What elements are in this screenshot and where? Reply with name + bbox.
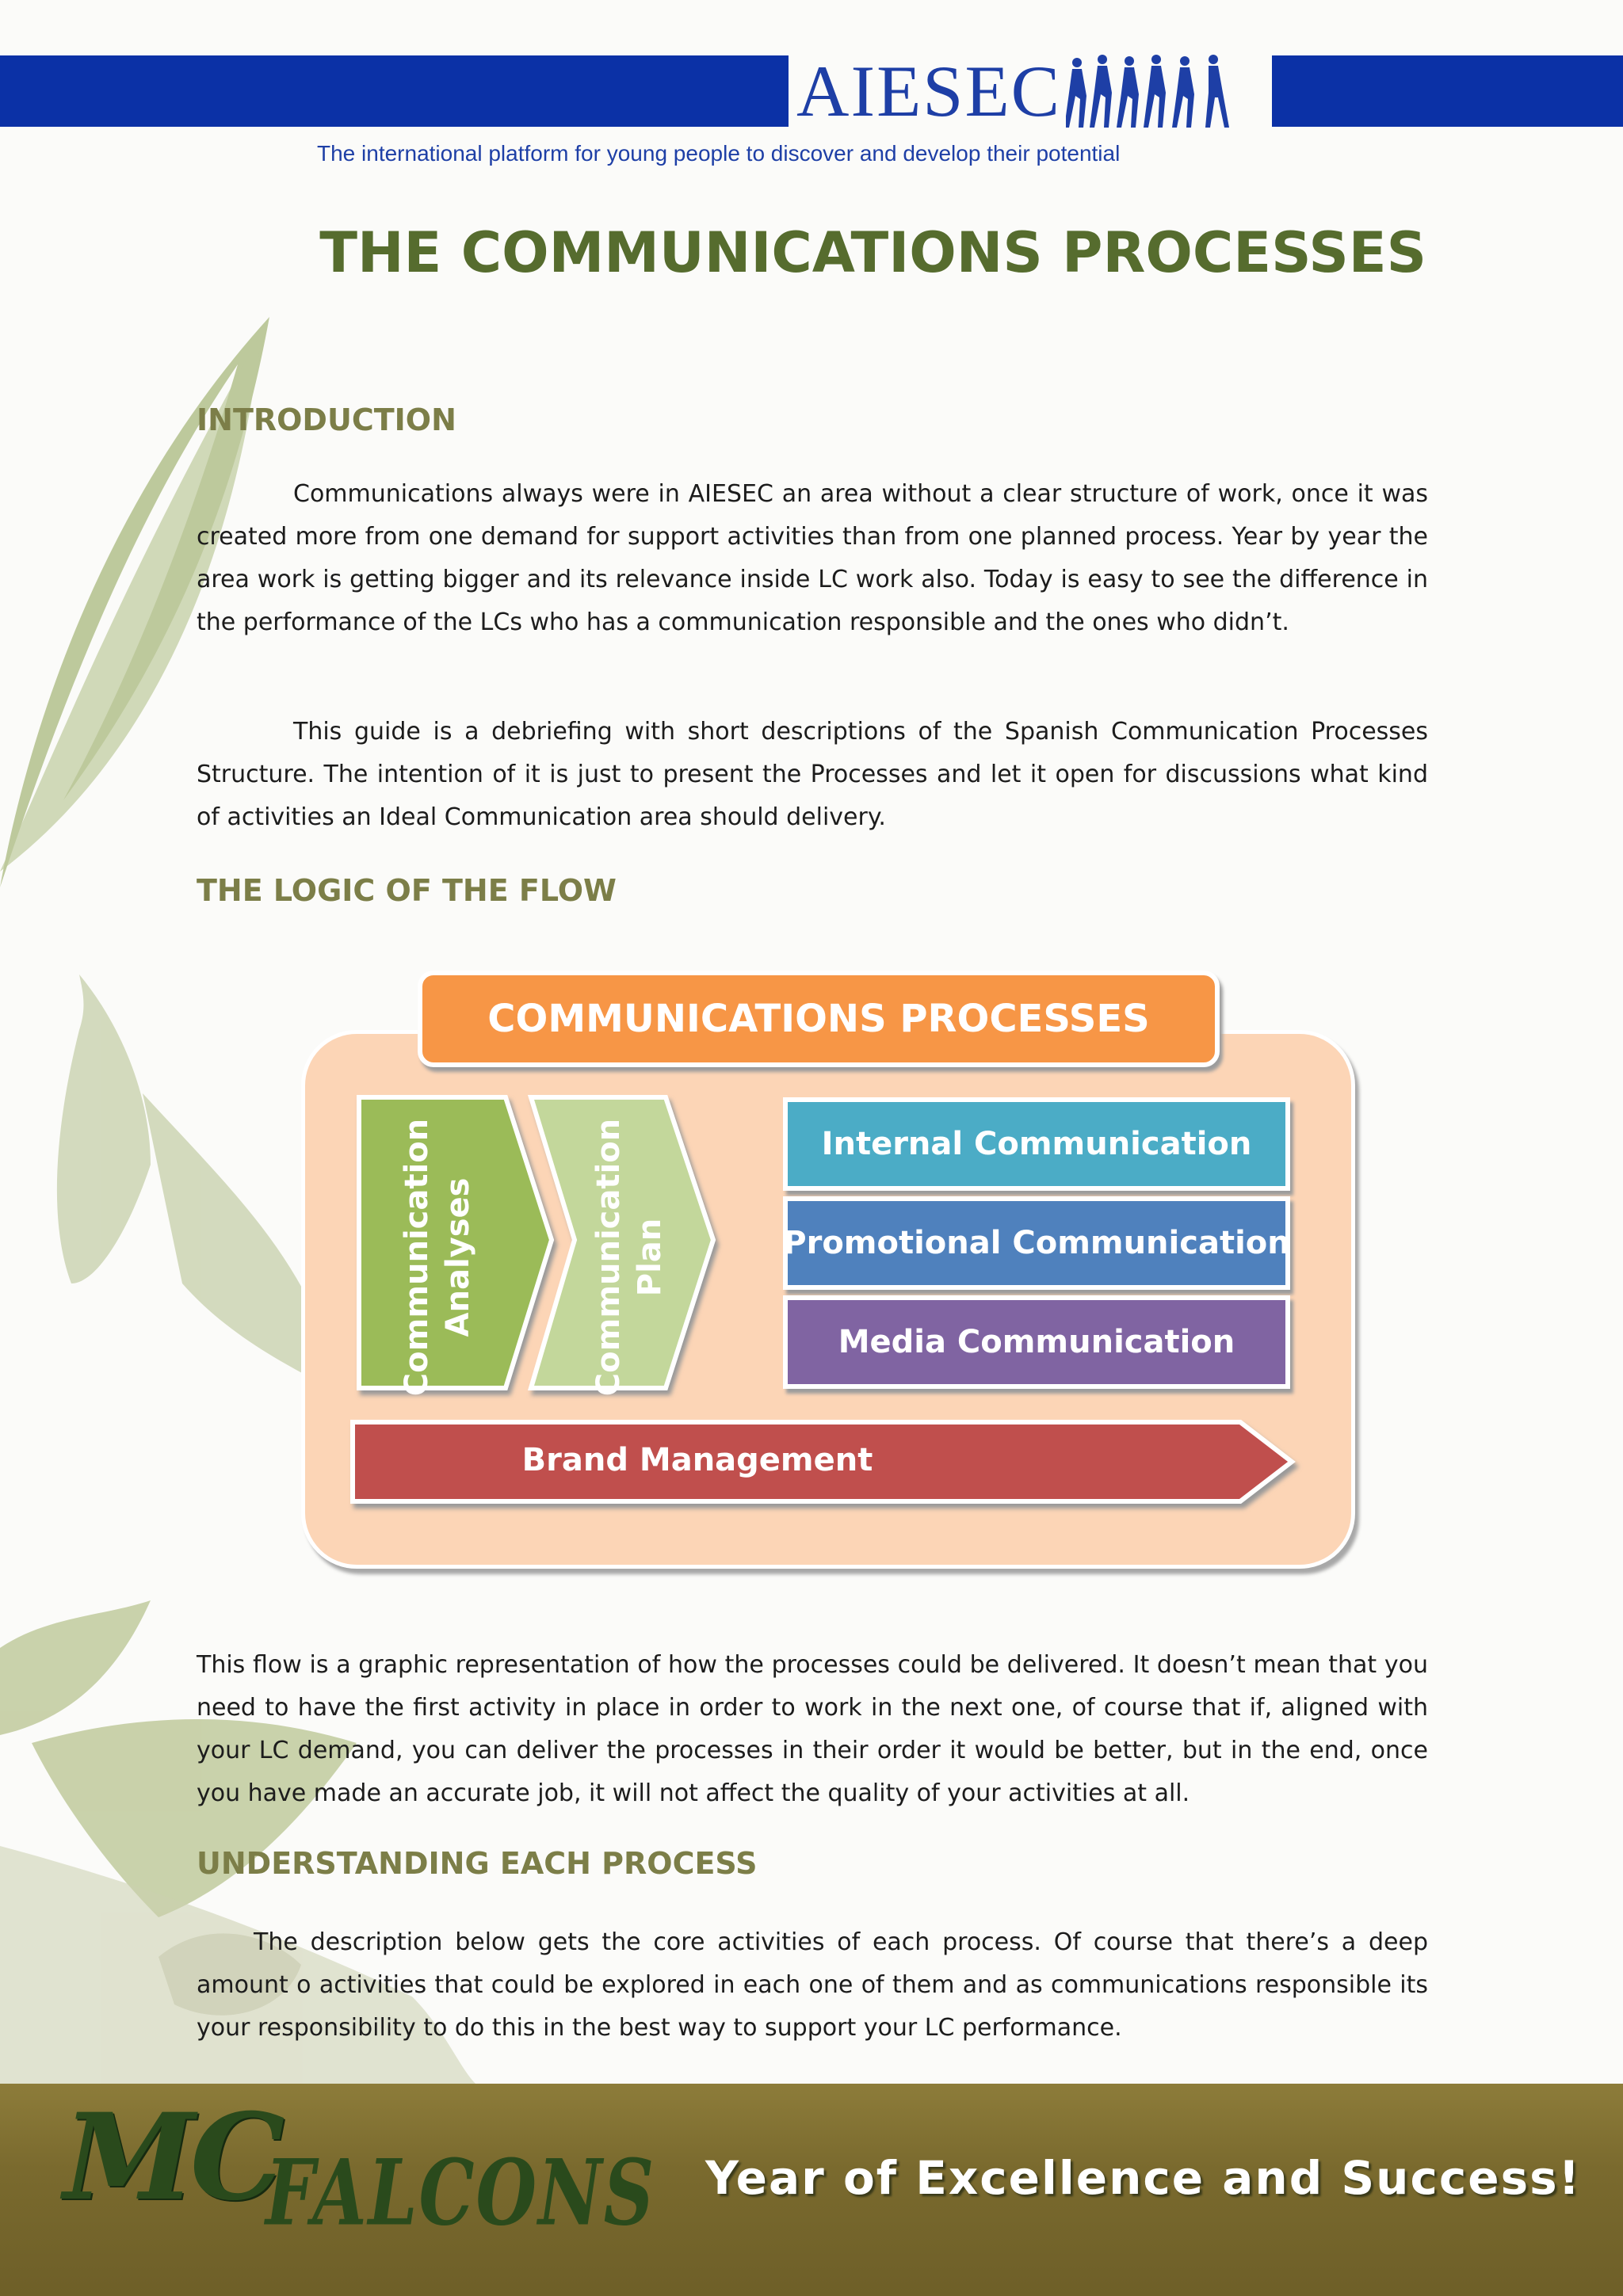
understanding-paragraph: The description below gets the core activities of each process. Of course that there’s a deep amount o activities that could be explored in each one of them and as communications responsible its your responsibility to do this in the best way to support your LC performance. <box>197 1928 1428 2042</box>
understanding-heading: UNDERSTANDING EACH PROCESS <box>197 1846 758 1881</box>
analyses-label-line-1: Communication <box>399 1118 435 1397</box>
promotional-communication-box: Promotional Communication <box>783 1196 1290 1290</box>
internal-communication-box: Internal Communication <box>783 1097 1290 1191</box>
tagline: The international platform for young people to discover and develop their potential <box>317 141 1121 166</box>
footer-falcons-logo: FALCONS <box>265 2138 656 2246</box>
diagram-title: COMMUNICATIONS PROCESSES <box>418 971 1220 1067</box>
logic-heading: THE LOGIC OF THE FLOW <box>197 873 617 908</box>
analyses-label <box>394 1099 481 1416</box>
page-title: THE COMMUNICATIONS PROCESSES <box>319 220 1426 285</box>
logo-wordmark: AIESEC <box>796 51 1061 132</box>
plan-label-line-1: Communication <box>590 1118 627 1397</box>
plan-label <box>586 1099 673 1416</box>
introduction-paragraph-1: Communications always were in AIESEC an area without a clear structure of work, once it was created more from one demand for support activities than from one planned process. Year by year the area work is getting bigger and its relevance inside LC work also. Today is easy to see the difference in the performance of the LCs who has a communication responsible and the ones who didn’t. <box>197 480 1428 636</box>
introduction-paragraph-2: This guide is a debriefing with short descriptions of the Spanish Communication Processes Structure. The intention of it is just to present the Processes and let it open for discussions what kind of activities an Ideal Communication area should delivery. <box>197 718 1428 831</box>
communications-processes-diagram <box>293 967 1363 1569</box>
footer-mc-logo: MC <box>63 2088 281 2227</box>
footer-motto: Year of Excellence and Success! <box>705 2151 1582 2205</box>
media-communication-box: Media Communication <box>783 1295 1290 1389</box>
analyses-label-line-2: Analyses <box>440 1177 476 1337</box>
walking-people-icon <box>1066 51 1240 131</box>
brand-management-label: Brand Management <box>521 1442 873 1478</box>
aiesec-logo <box>789 48 1272 135</box>
plan-label-line-2: Plan <box>632 1218 668 1297</box>
logic-paragraph: This flow is a graphic representation of how the processes could be delivered. It doesn’t mean that you need to have the first activity in place in order to work in the next one, of course that if, aligned with your LC demand, you can deliver the processes in their order it would be better, but in the end, once you have made an accurate job, it will not affect the quality of your activities at all. <box>197 1651 1428 1807</box>
introduction-heading: INTRODUCTION <box>197 402 456 437</box>
